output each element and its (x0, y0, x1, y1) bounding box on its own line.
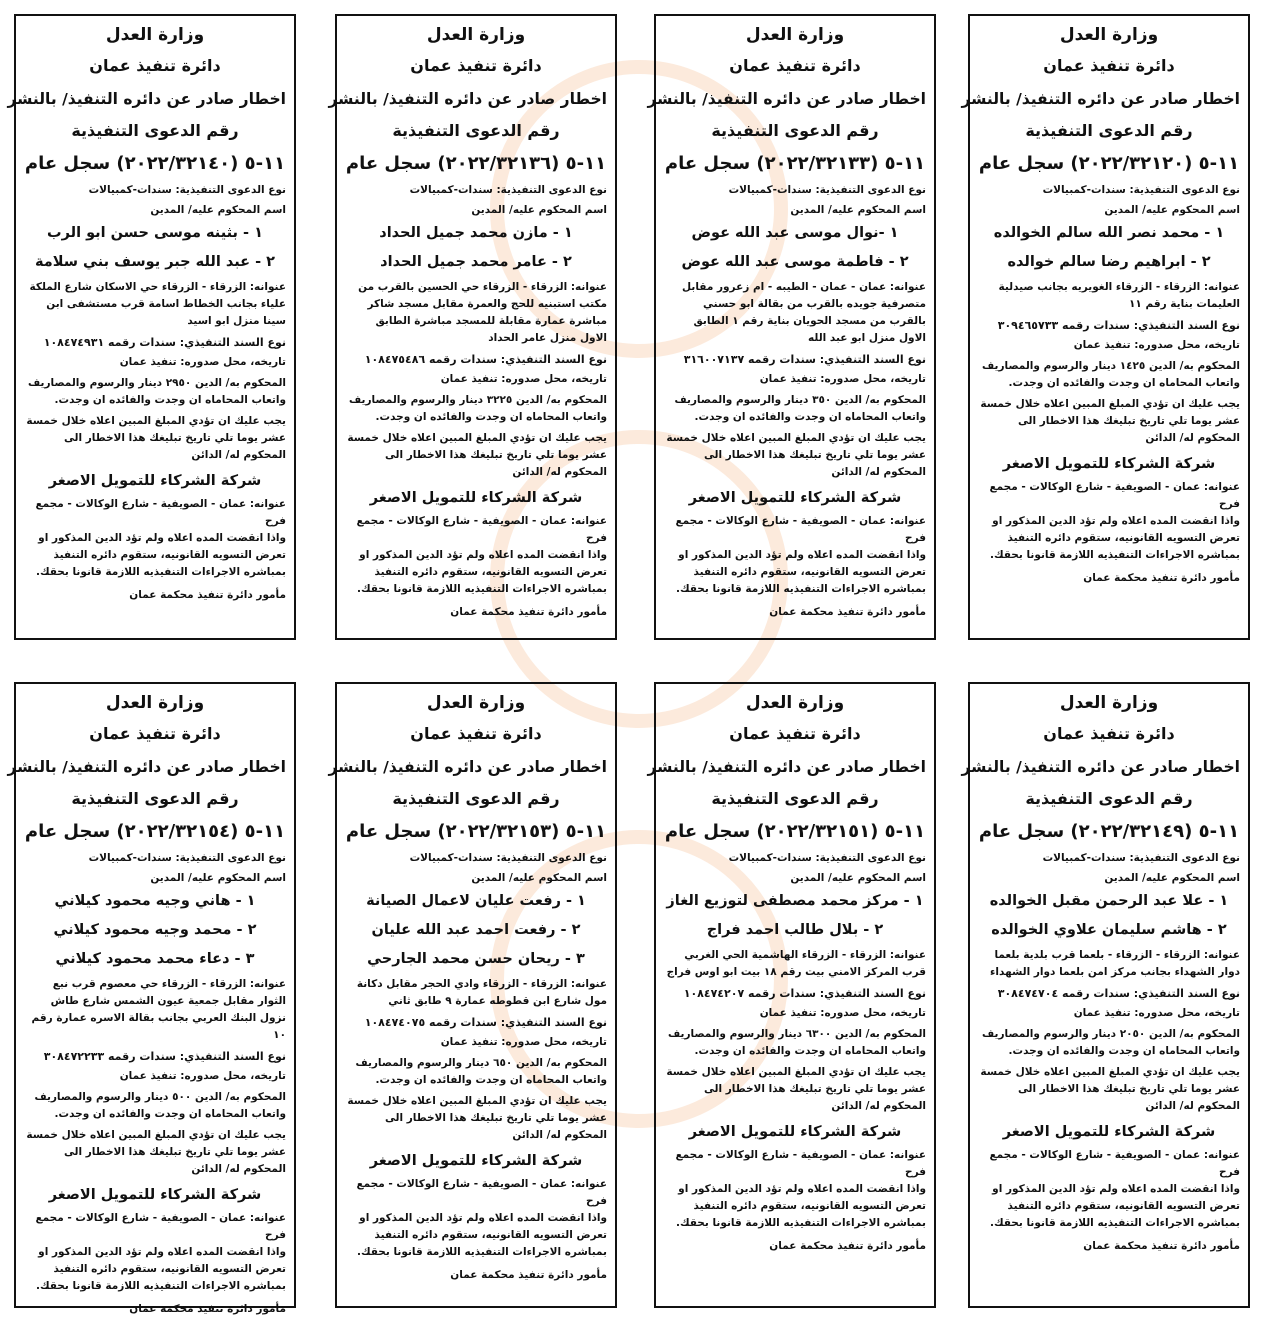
case-number: ١١-٥ (٢٠٢٢/٣٢١٣٣) سجل عام (664, 153, 926, 174)
case-number: ١١-٥ (٢٠٢٢/٣٢١٤٠) سجل عام (24, 153, 286, 174)
bond-date: تاريخه، محل صدوره: تنفيذ عمان (440, 373, 607, 385)
creditor-address: عنوانه: عمان - الصويفية - شارع الوكالات - مجمع فرح (675, 1149, 926, 1178)
bond-date: تاريخه، محل صدوره: تنفيذ عمان (119, 1070, 286, 1082)
judged-amount: المحكوم به/ الدين ٢٠٥٠ دينار والرسوم والمصاريف واتعاب المحاماه ان وجدت والفائده ان وجدت. (982, 1028, 1240, 1057)
bond-info: نوع السند التنفيذي: سندات رقمه ١٠٨٤٧٥٤٨٦ (364, 353, 607, 366)
legal-warning: واذا انقضت المده اعلاه ولم تؤد الدين المذكور او تعرض التسويه القانونيه، ستقوم دائره التنفيذ بمباشره الاجراءات التنفيذيه اللازمة قانونا بحقك. (35, 532, 286, 578)
notice-box (961, 14, 1250, 640)
judged-amount: المحكوم به/ الدين ٦٥٠ دينار والرسوم والمصاريف واتعاب المحاماه ان وجدت والفائده ان وجدت. (355, 1057, 607, 1086)
notice-box (7, 682, 296, 1315)
notice-title: اخطار صادر عن دائره التنفيذ/ بالنشر (961, 758, 1240, 776)
case-number: ١١-٥ (٢٠٢٢/٣٢١٥١) سجل عام (664, 821, 926, 842)
debtor-name: ٢ - رفعت احمد عبد الله عليان (371, 922, 581, 938)
debtor-address: عنوانه: الزرقاء - الزرقاء - بلعما قرب بلدية بلعما دوار الشهداء بجانب مركز امن بلعما دوار الشهداء (990, 949, 1240, 978)
bond-info: نوع السند التنفيذي: سندات رقمه ٣٠٨٤٧٤٧٠٤ (997, 987, 1240, 1000)
debtor-name: ٢ - محمد وجيه محمود كيلاني (53, 922, 257, 938)
judged-amount: المحكوم به/ الدين ٣٥٠ دينار والرسوم والمصاريف واتعاب المحاماه ان وجدت والفائده ان وجدت. (674, 394, 926, 423)
officer-signature: مأمور دائرة تنفيذ محكمة عمان (769, 1240, 926, 1252)
bond-info: نوع السند التنفيذي: سندات رقمه ١٠٨٤٧٤٩٣١ (43, 336, 286, 349)
payment-instruction: يجب عليك ان تؤدي المبلغ المبين اعلاه خلال خمسة عشر يوما تلي تاريخ تبليغك هذا الاخطار الى المحكوم له/ الدائن (666, 432, 926, 478)
debtor-label: اسم المحكوم عليه/ المدين (471, 204, 607, 216)
debtor-name: ١ - مازن محمد جميل الحداد (379, 225, 573, 241)
bond-info: نوع السند التنفيذي: سندات رقمه ٣١٦٠٠٧١٣٧ (683, 353, 926, 366)
notice-title: اخطار صادر عن دائره التنفيذ/ بالنشر (7, 758, 286, 776)
department-heading: دائرة تنفيذ عمان (410, 724, 542, 743)
debtor-label: اسم المحكوم عليه/ المدين (150, 872, 286, 884)
officer-signature: مأمور دائرة تنفيذ محكمة عمان (450, 1269, 607, 1281)
notice-title: اخطار صادر عن دائره التنفيذ/ بالنشر (647, 758, 926, 776)
debtor-name: ١ -نوال موسى عبد الله عوض (691, 225, 899, 241)
debtor-address: عنوانه: الزرقاء - الزرقاء حي معصوم قرب نبع الثوار مقابل جمعية عيون الشمس شارع طاش نزول البنك العربي بجانب بقالة الاسره عمارة رقم ١٠ (31, 978, 286, 1041)
case-type: نوع الدعوى التنفيذية: سندات-كمبيالات (1042, 184, 1240, 196)
debtor-name: ٢ - عبد الله جبر يوسف بني سلامة (34, 254, 276, 270)
department-heading: دائرة تنفيذ عمان (729, 56, 861, 75)
creditor-address: عنوانه: عمان - الصويفية - شارع الوكالات - مجمع فرح (35, 1212, 286, 1241)
bond-info: نوع السند التنفيذي: سندات رقمه ٣٠٨٤٧٢٢٣٣ (43, 1050, 286, 1063)
payment-instruction: يجب عليك ان تؤدي المبلغ المبين اعلاه خلال خمسة عشر يوما تلي تاريخ تبليغك هذا الاخطار الى المحكوم له/ الدائن (26, 415, 286, 461)
creditor-address: عنوانه: عمان - الصويفية - شارع الوكالات - مجمع فرح (989, 1149, 1240, 1178)
creditor-name: شركة الشركاء للتمويل الاصغر (1002, 456, 1216, 472)
debtor-name: ١ - هاني وجيه محمود كيلاني (54, 893, 256, 909)
debtor-address: عنوانه: الزرقاء - الزرقاء الغويريه بجانب صيدلية العليمات بناية رقم ١١ (998, 281, 1240, 310)
creditor-name: شركة الشركاء للتمويل الاصغر (369, 490, 583, 506)
ministry-heading: وزارة العدل (1059, 693, 1159, 713)
debtor-address: عنوانه: الزرقاء - الزرقاء الهاشمية الحي الغربي قرب المركز الامني بيت رقم ١٨ بيت ابو اوس فراج (666, 949, 926, 978)
case-label: رقم الدعوى التنفيذية (71, 121, 239, 140)
payment-instruction: يجب عليك ان تؤدي المبلغ المبين اعلاه خلال خمسة عشر يوما تلي تاريخ تبليغك هذا الاخطار الى المحكوم له/ الدائن (347, 1095, 607, 1141)
legal-warning: واذا انقضت المده اعلاه ولم تؤد الدين المذكور او تعرض التسويه القانونيه، ستقوم دائره التنفيذ بمباشره الاجراءات التنفيذيه اللازمة قانونا بحقك. (356, 1212, 607, 1258)
bond-info: نوع السند التنفيذي: سندات رقمه ١٠٨٤٧٤٠٧٥ (364, 1016, 607, 1029)
notice-box (328, 682, 617, 1308)
case-number: ١١-٥ (٢٠٢٢/٣٢١٤٩) سجل عام (978, 821, 1240, 842)
payment-instruction: يجب عليك ان تؤدي المبلغ المبين اعلاه خلال خمسة عشر يوما تلي تاريخ تبليغك هذا الاخطار الى المحكوم له/ الدائن (980, 398, 1240, 444)
case-number: ١١-٥ (٢٠٢٢/٣٢١٥٤) سجل عام (24, 821, 286, 842)
officer-signature: مأمور دائرة تنفيذ محكمة عمان (1083, 1240, 1240, 1252)
ministry-heading: وزارة العدل (426, 25, 526, 45)
ministry-heading: وزارة العدل (105, 25, 205, 45)
case-label: رقم الدعوى التنفيذية (711, 121, 879, 140)
case-type: نوع الدعوى التنفيذية: سندات-كمبيالات (1042, 852, 1240, 864)
department-heading: دائرة تنفيذ عمان (89, 56, 221, 75)
debtor-label: اسم المحكوم عليه/ المدين (790, 872, 926, 884)
officer-signature: مأمور دائرة تنفيذ محكمة عمان (769, 606, 926, 618)
creditor-name: شركة الشركاء للتمويل الاصغر (688, 1124, 902, 1140)
legal-warning: واذا انقضت المده اعلاه ولم تؤد الدين المذكور او تعرض التسويه القانونيه، ستقوم دائره التنفيذ بمباشره الاجراءات التنفيذيه اللازمة قانونا بحقك. (989, 515, 1240, 561)
debtor-address: عنوانه: الزرقاء - الزرقاء وادي الحجر مقابل دكانة مول شارع ابن قطوطه عمارة ٩ طابق ثاني (356, 978, 607, 1007)
bond-date: تاريخه، محل صدوره: تنفيذ عمان (1073, 339, 1240, 351)
notice-box (961, 682, 1250, 1308)
bond-date: تاريخه، محل صدوره: تنفيذ عمان (759, 1007, 926, 1019)
debtor-name: ١ - علا عبد الرحمن مقبل الخوالده (989, 893, 1229, 909)
debtor-name: ٢ - بلال طالب احمد فراج (706, 922, 884, 938)
department-heading: دائرة تنفيذ عمان (1043, 56, 1175, 75)
officer-signature: مأمور دائرة تنفيذ محكمة عمان (1083, 572, 1240, 584)
case-type: نوع الدعوى التنفيذية: سندات-كمبيالات (409, 184, 607, 196)
notice-title: اخطار صادر عن دائره التنفيذ/ بالنشر (647, 90, 926, 108)
case-label: رقم الدعوى التنفيذية (71, 789, 239, 808)
debtor-address: عنوانه: الزرقاء - الزرقاء حي الاسكان شارع الملكة علياء بجانب الخطاط اسامة قرب مستشفى ابن سينا منزل ابو اسيد (29, 281, 286, 327)
ministry-heading: وزارة العدل (745, 693, 845, 713)
judged-amount: المحكوم به/ الدين ٦٣٠٠ دينار والرسوم والمصاريف واتعاب المحاماه ان وجدت والفائده ان وجدت. (668, 1028, 926, 1057)
case-type: نوع الدعوى التنفيذية: سندات-كمبيالات (728, 852, 926, 864)
case-number: ١١-٥ (٢٠٢٢/٣٢١٥٣) سجل عام (345, 821, 607, 842)
notice-title: اخطار صادر عن دائره التنفيذ/ بالنشر (7, 90, 286, 108)
bond-info: نوع السند التنفيذي: سندات رقمه ١٠٨٤٧٤٢٠٧ (683, 987, 926, 1000)
creditor-name: شركة الشركاء للتمويل الاصغر (48, 1187, 262, 1203)
payment-instruction: يجب عليك ان تؤدي المبلغ المبين اعلاه خلال خمسة عشر يوما تلي تاريخ تبليغك هذا الاخطار الى المحكوم له/ الدائن (666, 1066, 926, 1112)
debtor-address: عنوانه: عمان - عمان - الطيبه - ام زعرور مقابل متصرفية جويده بالقرب من بقالة ابو حسني بالقرب من مسجد الحويان بناية رقم ١ الطابق الاول منزل ابو عبد الله (682, 281, 926, 344)
creditor-name: شركة الشركاء للتمويل الاصغر (688, 490, 902, 506)
judged-amount: المحكوم به/ الدين ٣٢٢٥ دينار والرسوم والمصاريف واتعاب المحاماه ان وجدت والفائده ان وجدت. (349, 394, 607, 423)
ministry-heading: وزارة العدل (105, 693, 205, 713)
debtor-name: ١ - رفعت عليان لاعمال الصيانة (366, 893, 586, 909)
legal-warning: واذا انقضت المده اعلاه ولم تؤد الدين المذكور او تعرض التسويه القانونيه، ستقوم دائره التنفيذ بمباشره الاجراءات التنفيذيه اللازمة قانونا بحقك. (989, 1183, 1240, 1229)
creditor-address: عنوانه: عمان - الصويفية - شارع الوكالات - مجمع فرح (35, 498, 286, 527)
officer-signature: مأمور دائرة تنفيذ محكمة عمان (129, 1303, 286, 1315)
legal-warning: واذا انقضت المده اعلاه ولم تؤد الدين المذكور او تعرض التسويه القانونيه، ستقوم دائره التنفيذ بمباشره الاجراءات التنفيذيه اللازمة قانونا بحقك. (35, 1246, 286, 1292)
debtor-address: عنوانه: الزرقاء - الزرقاء حي الحسين بالقرب من مكتب استبنيه للحج والعمرة مقابل مسجد شاكر مباشرة عمارة مقابلة للمسجد مباشرة الطابق الاول منزل عامر الحداد (358, 281, 607, 344)
case-number: ١١-٥ (٢٠٢٢/٣٢١٣٦) سجل عام (345, 153, 607, 174)
case-label: رقم الدعوى التنفيذية (1025, 789, 1193, 808)
debtor-label: اسم المحكوم عليه/ المدين (150, 204, 286, 216)
officer-signature: مأمور دائرة تنفيذ محكمة عمان (129, 589, 286, 601)
bond-date: تاريخه، محل صدوره: تنفيذ عمان (119, 356, 286, 368)
debtor-name: ١ - مركز محمد مصطفى لتوزيع الغاز (666, 893, 924, 909)
creditor-name: شركة الشركاء للتمويل الاصغر (48, 473, 262, 489)
bond-info: نوع السند التنفيذي: سندات رقمه ٣٠٩٤٦٥٧٣٣ (997, 319, 1240, 332)
judged-amount: المحكوم به/ الدين ٢٩٥٠ دينار والرسوم والمصاريف واتعاب المحاماه ان وجدت والفائده ان وجدت. (28, 377, 286, 406)
notice-box (328, 14, 617, 640)
judged-amount: المحكوم به/ الدين ٥٠٠ دينار والرسوم والمصاريف واتعاب المحاماه ان وجدت والفائده ان وجدت. (34, 1091, 286, 1120)
notice-title: اخطار صادر عن دائره التنفيذ/ بالنشر (328, 90, 607, 108)
department-heading: دائرة تنفيذ عمان (729, 724, 861, 743)
debtor-name: ٢ - ابراهيم رضا سالم خوالده (1007, 254, 1211, 270)
payment-instruction: يجب عليك ان تؤدي المبلغ المبين اعلاه خلال خمسة عشر يوما تلي تاريخ تبليغك هذا الاخطار الى المحكوم له/ الدائن (980, 1066, 1240, 1112)
case-label: رقم الدعوى التنفيذية (392, 789, 560, 808)
debtor-label: اسم المحكوم عليه/ المدين (471, 872, 607, 884)
ministry-heading: وزارة العدل (745, 25, 845, 45)
case-type: نوع الدعوى التنفيذية: سندات-كمبيالات (409, 852, 607, 864)
case-type: نوع الدعوى التنفيذية: سندات-كمبيالات (728, 184, 926, 196)
debtor-name: ٢ - عامر محمد جميل الحداد (380, 254, 572, 270)
notice-box (7, 14, 296, 640)
creditor-name: شركة الشركاء للتمويل الاصغر (369, 1153, 583, 1169)
department-heading: دائرة تنفيذ عمان (1043, 724, 1175, 743)
debtor-name: ٢ - فاطمة موسى عبد الله عوض (681, 254, 909, 270)
debtor-label: اسم المحكوم عليه/ المدين (1104, 204, 1240, 216)
ministry-heading: وزارة العدل (1059, 25, 1159, 45)
notice-title: اخطار صادر عن دائره التنفيذ/ بالنشر (328, 758, 607, 776)
case-label: رقم الدعوى التنفيذية (1025, 121, 1193, 140)
notice-title: اخطار صادر عن دائره التنفيذ/ بالنشر (961, 90, 1240, 108)
legal-warning: واذا انقضت المده اعلاه ولم تؤد الدين المذكور او تعرض التسويه القانونيه، ستقوم دائره التنفيذ بمباشره الاجراءات التنفيذيه اللازمة قانونا بحقك. (356, 549, 607, 595)
bond-date: تاريخه، محل صدوره: تنفيذ عمان (759, 373, 926, 385)
bond-date: تاريخه، محل صدوره: تنفيذ عمان (440, 1036, 607, 1048)
notice-box (647, 682, 936, 1308)
judged-amount: المحكوم به/ الدين ١٤٢٥ دينار والرسوم والمصاريف واتعاب المحاماه ان وجدت والفائده ان وجدت. (982, 360, 1240, 389)
case-label: رقم الدعوى التنفيذية (711, 789, 879, 808)
debtor-name: ١ - محمد نصر الله سالم الخوالده (993, 225, 1225, 241)
notice-box (647, 14, 936, 640)
debtor-name: ١ - بثينه موسى حسن ابو الرب (47, 225, 263, 241)
case-number: ١١-٥ (٢٠٢٢/٣٢١٢٠) سجل عام (978, 153, 1240, 174)
ministry-heading: وزارة العدل (426, 693, 526, 713)
debtor-label: اسم المحكوم عليه/ المدين (790, 204, 926, 216)
debtor-name: ٣ - ريحان حسن محمد الجارحي (367, 951, 585, 967)
legal-warning: واذا انقضت المده اعلاه ولم تؤد الدين المذكور او تعرض التسويه القانونيه، ستقوم دائره التنفيذ بمباشره الاجراءات التنفيذيه اللازمة قانونا بحقك. (675, 549, 926, 595)
payment-instruction: يجب عليك ان تؤدي المبلغ المبين اعلاه خلال خمسة عشر يوما تلي تاريخ تبليغك هذا الاخطار الى المحكوم له/ الدائن (347, 432, 607, 478)
department-heading: دائرة تنفيذ عمان (410, 56, 542, 75)
case-type: نوع الدعوى التنفيذية: سندات-كمبيالات (88, 184, 286, 196)
case-type: نوع الدعوى التنفيذية: سندات-كمبيالات (88, 852, 286, 864)
debtor-name: ٣ - دعاء محمد محمود كيلاني (55, 951, 255, 967)
creditor-name: شركة الشركاء للتمويل الاصغر (1002, 1124, 1216, 1140)
creditor-address: عنوانه: عمان - الصويفية - شارع الوكالات - مجمع فرح (356, 515, 607, 544)
creditor-address: عنوانه: عمان - الصويفية - شارع الوكالات - مجمع فرح (675, 515, 926, 544)
debtor-label: اسم المحكوم عليه/ المدين (1104, 872, 1240, 884)
case-label: رقم الدعوى التنفيذية (392, 121, 560, 140)
department-heading: دائرة تنفيذ عمان (89, 724, 221, 743)
creditor-address: عنوانه: عمان - الصويفية - شارع الوكالات - مجمع فرح (989, 481, 1240, 510)
legal-warning: واذا انقضت المده اعلاه ولم تؤد الدين المذكور او تعرض التسويه القانونيه، ستقوم دائره التنفيذ بمباشره الاجراءات التنفيذيه اللازمة قانونا بحقك. (675, 1183, 926, 1229)
payment-instruction: يجب عليك ان تؤدي المبلغ المبين اعلاه خلال خمسة عشر يوما تلي تاريخ تبليغك هذا الاخطار الى المحكوم له/ الدائن (26, 1129, 286, 1175)
bond-date: تاريخه، محل صدوره: تنفيذ عمان (1073, 1007, 1240, 1019)
officer-signature: مأمور دائرة تنفيذ محكمة عمان (450, 606, 607, 618)
debtor-name: ٢ - هاشم سليمان علاوي الخوالده (991, 922, 1227, 938)
creditor-address: عنوانه: عمان - الصويفية - شارع الوكالات - مجمع فرح (356, 1178, 607, 1207)
